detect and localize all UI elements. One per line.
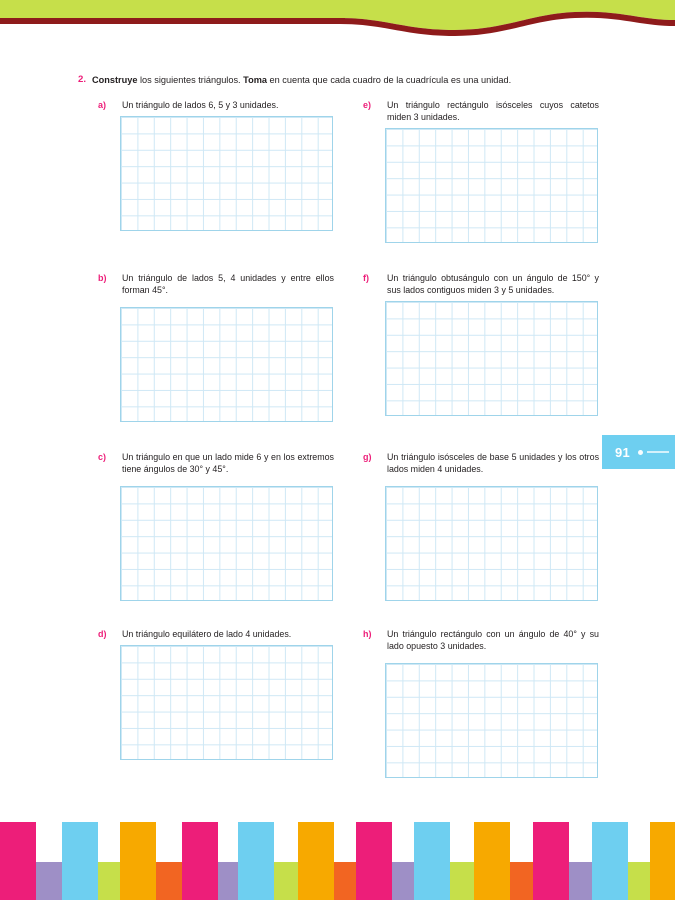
deco-square bbox=[62, 862, 98, 900]
answer-grid-g[interactable] bbox=[385, 486, 598, 601]
deco-square bbox=[298, 822, 334, 862]
instruction-text-2: en cuenta que cada cuadro de la cuadrícula es una unidad. bbox=[266, 75, 512, 85]
item-text-f: Un triángulo obtusángulo con un ángulo de 150° y sus lados contiguos miden 3 y 5 unidades. bbox=[387, 273, 599, 295]
grid-wrap-e bbox=[385, 128, 623, 243]
deco-square bbox=[356, 822, 392, 862]
deco-square bbox=[182, 862, 218, 900]
instruction-text-1: los siguientes triángulos. bbox=[137, 75, 244, 85]
item-label-b: b) bbox=[98, 273, 107, 283]
deco-square bbox=[298, 862, 334, 900]
answer-grid-a[interactable] bbox=[120, 116, 333, 231]
top-decorative-band bbox=[0, 0, 675, 48]
grid-wrap-c bbox=[120, 486, 358, 601]
exercise-instruction bbox=[78, 74, 618, 86]
item-text-c: Un triángulo en que un lado mide 6 y en los extremos tiene ángulos de 30° y 45°. bbox=[122, 452, 334, 474]
deco-square bbox=[510, 862, 533, 900]
item-label-e: e) bbox=[363, 100, 372, 110]
exercise-item-h bbox=[363, 629, 623, 778]
answer-grid-d[interactable] bbox=[120, 645, 333, 760]
grid-wrap-f bbox=[385, 301, 623, 416]
deco-square bbox=[238, 862, 274, 900]
deco-square bbox=[533, 862, 569, 900]
deco-square bbox=[569, 862, 592, 900]
item-label-d: d) bbox=[98, 629, 107, 639]
grid-wrap-b bbox=[120, 307, 358, 422]
item-label-g: g) bbox=[363, 452, 372, 462]
exercise-item-d bbox=[98, 629, 358, 760]
answer-grid-c[interactable] bbox=[120, 486, 333, 601]
tab-dots-icon bbox=[638, 450, 669, 455]
top-band-shape bbox=[0, 0, 675, 48]
deco-square bbox=[120, 862, 156, 900]
grid-wrap-d bbox=[120, 645, 358, 760]
deco-square bbox=[0, 862, 36, 900]
deco-square bbox=[592, 822, 628, 862]
deco-square bbox=[98, 862, 120, 900]
exercise-number: 2. bbox=[78, 74, 87, 85]
deco-square bbox=[414, 862, 450, 900]
answer-grid-e[interactable] bbox=[385, 128, 598, 243]
deco-square bbox=[156, 862, 182, 900]
exercise-item-g bbox=[363, 452, 623, 601]
item-label-f: f) bbox=[363, 273, 369, 283]
grid-wrap-g bbox=[385, 486, 623, 601]
deco-square bbox=[0, 822, 36, 862]
exercise-item-a bbox=[98, 100, 358, 231]
deco-square bbox=[450, 862, 474, 900]
deco-square bbox=[238, 822, 274, 862]
deco-square bbox=[474, 862, 510, 900]
grid-wrap-h bbox=[385, 663, 623, 778]
deco-square bbox=[650, 862, 675, 900]
item-label-a: a) bbox=[98, 100, 107, 110]
item-label-h: h) bbox=[363, 629, 372, 639]
exercise-item-f bbox=[363, 273, 623, 416]
deco-square bbox=[218, 862, 238, 900]
item-text-b: Un triángulo de lados 5, 4 unidades y entre ellos forman 45°. bbox=[122, 273, 334, 295]
deco-square bbox=[356, 862, 392, 900]
grid-wrap-a bbox=[120, 116, 358, 231]
exercise-item-c bbox=[98, 452, 358, 601]
item-text-h: Un triángulo rectángulo con un ángulo de 40° y su lado opuesto 3 unidades. bbox=[387, 629, 599, 651]
item-text-e: Un triángulo rectángulo isósceles cuyos catetos miden 3 unidades. bbox=[387, 100, 599, 122]
deco-square bbox=[274, 862, 298, 900]
deco-square bbox=[392, 862, 414, 900]
item-text-d: Un triángulo equilátero de lado 4 unidades. bbox=[122, 629, 292, 639]
page-number: 91 bbox=[615, 444, 631, 460]
deco-square bbox=[474, 822, 510, 862]
instruction-bold-toma: Toma bbox=[243, 75, 267, 85]
deco-square bbox=[414, 822, 450, 862]
answer-grid-b[interactable] bbox=[120, 307, 333, 422]
item-text-a: Un triángulo de lados 6, 5 y 3 unidades. bbox=[122, 100, 279, 110]
answer-grid-f[interactable] bbox=[385, 301, 598, 416]
deco-square bbox=[592, 862, 628, 900]
deco-square bbox=[628, 862, 650, 900]
deco-square bbox=[533, 822, 569, 862]
answer-grid-h[interactable] bbox=[385, 663, 598, 778]
deco-square bbox=[650, 822, 675, 862]
deco-square bbox=[182, 822, 218, 862]
instruction-bold-construye: Construye bbox=[92, 75, 138, 85]
deco-square bbox=[334, 862, 356, 900]
item-text-g: Un triángulo isósceles de base 5 unidades y los otros lados miden 4 unidades. bbox=[387, 452, 599, 474]
deco-square bbox=[120, 822, 156, 862]
deco-square bbox=[36, 862, 62, 900]
item-label-c: c) bbox=[98, 452, 107, 462]
exercise-item-b bbox=[98, 273, 358, 422]
exercise-item-e bbox=[363, 100, 623, 243]
bottom-decorative-band bbox=[0, 822, 675, 900]
deco-square bbox=[62, 822, 98, 862]
